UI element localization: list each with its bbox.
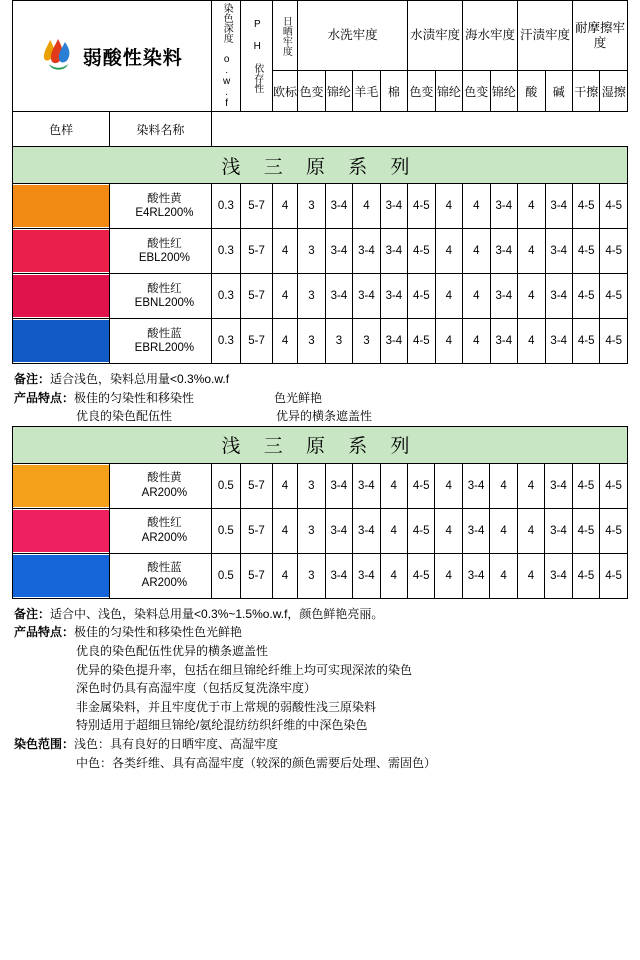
header-sea-group: 海水牢度 [463, 1, 518, 71]
fastness-value: 4 [518, 319, 545, 364]
header-water-nylon: 锦纶 [435, 71, 462, 112]
range-label: 染色范围： [14, 736, 75, 751]
fastness-value: 3-4 [380, 184, 407, 229]
table-row [13, 229, 628, 274]
fastness-value: 4 [463, 274, 490, 319]
fastness-value: 0.3 [211, 184, 241, 229]
fastness-value: 4 [518, 229, 545, 274]
fastness-value: 4 [490, 553, 517, 598]
remark-label-1: 备注： [14, 372, 51, 386]
header-wash-color-change: 色变 [298, 71, 325, 112]
fastness-value: 3-4 [380, 229, 407, 274]
fastness-value: 4-5 [600, 184, 628, 229]
fastness-value: 4 [380, 553, 407, 598]
fastness-value: 3-4 [353, 553, 380, 598]
fastness-value: 4 [272, 463, 297, 508]
fastness-value: 4 [463, 184, 490, 229]
header-rub-group: 耐摩擦牢度 [572, 1, 627, 71]
fastness-value: 3 [298, 184, 325, 229]
fastness-value: 4 [380, 508, 407, 553]
header-water-color-change: 色变 [408, 71, 435, 112]
dye-name: 酸性蓝 EBRL200% [110, 319, 211, 364]
fastness-value: 4 [380, 463, 407, 508]
fastness-value: 3 [325, 319, 352, 364]
feature-2-1: 优良的染色配伍性优异的横条遮盖性 [76, 643, 269, 658]
dye-name: 酸性红 AR200% [110, 508, 211, 553]
fastness-value: 3-4 [490, 274, 517, 319]
fastness-value: 4 [435, 463, 462, 508]
flame-droplet-logo-icon [41, 38, 75, 74]
fastness-value: 4 [463, 319, 490, 364]
fastness-value: 3-4 [353, 463, 380, 508]
feature-1b: 色光鲜艳 [274, 390, 323, 405]
header-name-label: 染料名称 [110, 112, 211, 147]
fastness-value: 4-5 [600, 463, 628, 508]
header-rub-wet: 湿擦 [600, 71, 628, 112]
fastness-value: 4 [272, 508, 297, 553]
fastness-value: 4-5 [572, 319, 599, 364]
fastness-value: 4 [463, 229, 490, 274]
color-swatch [13, 184, 110, 229]
header-sweat-acid: 酸 [518, 71, 545, 112]
feature-line-2 [14, 407, 626, 426]
remark-line-1 [14, 370, 626, 389]
fastness-value: 4-5 [600, 274, 628, 319]
dye-rows-1 [13, 184, 628, 364]
header-ph: P H 依存性 [241, 1, 273, 112]
series-title-1: 浅 三 原 系 列 [13, 147, 628, 184]
feature-line-2-0 [14, 623, 626, 642]
header-wash-nylon: 锦纶 [325, 71, 352, 112]
feature-line-2-3 [14, 679, 626, 698]
fastness-value: 0.3 [211, 319, 241, 364]
feature-label-1: 产品特点： [14, 390, 75, 405]
fastness-value: 3-4 [325, 184, 352, 229]
table-row [13, 508, 628, 553]
dye-name: 酸性红 EBL200% [110, 229, 211, 274]
fastness-value: 3-4 [490, 184, 517, 229]
header-sweat-alkali: 碱 [545, 71, 572, 112]
fastness-value: 3-4 [490, 229, 517, 274]
range-1: 中色：各类纤维、具有高湿牢度（较深的颜色需要后处理、需固色） [76, 755, 437, 770]
dye-name: 酸性蓝 AR200% [110, 553, 211, 598]
header-wash-cotton: 棉 [380, 71, 407, 112]
fastness-value: 3-4 [380, 274, 407, 319]
fastness-value: 3-4 [545, 274, 572, 319]
fastness-value: 4 [435, 184, 462, 229]
fastness-value: 5-7 [241, 508, 273, 553]
fastness-value: 4-5 [572, 508, 599, 553]
fastness-value: 4-5 [600, 553, 628, 598]
fastness-value: 4-5 [572, 463, 599, 508]
fastness-value: 3 [298, 553, 325, 598]
color-swatch [13, 463, 110, 508]
fastness-value: 5-7 [241, 184, 273, 229]
header-water-group: 水渍牢度 [408, 1, 463, 71]
color-swatch [13, 553, 110, 598]
fastness-value: 4 [272, 184, 297, 229]
dye-name: 酸性黄 AR200% [110, 463, 211, 508]
range-line-0 [14, 735, 626, 754]
fastness-value: 5-7 [241, 229, 273, 274]
fastness-value: 4 [490, 508, 517, 553]
header-sea-nylon: 锦纶 [490, 71, 517, 112]
fastness-value: 0.3 [211, 274, 241, 319]
table-row [13, 274, 628, 319]
fastness-value: 4 [518, 184, 545, 229]
feature-2-2: 优异的染色提升率，包括在细旦锦纶纤维上均可实现深浓的染色 [76, 662, 413, 677]
series-title-2: 浅 三 原 系 列 [13, 426, 628, 463]
fastness-value: 5-7 [241, 553, 273, 598]
color-swatch [13, 319, 110, 364]
fastness-value: 3-4 [545, 319, 572, 364]
fastness-value: 4-5 [600, 229, 628, 274]
fastness-value: 4-5 [408, 319, 435, 364]
fastness-value: 3 [298, 274, 325, 319]
fastness-value: 4 [517, 553, 544, 598]
header-wash-group: 水洗牢度 [298, 1, 408, 71]
brand-title: 弱酸性染料 [82, 47, 183, 69]
fastness-value: 3-4 [325, 463, 352, 508]
dye-name: 酸性黄 E4RL200% [110, 184, 211, 229]
header-sweat-group: 汗渍牢度 [518, 1, 573, 71]
table-row [13, 319, 628, 364]
fastness-value: 3-4 [462, 508, 489, 553]
fastness-value: 4 [435, 508, 462, 553]
feature-2-3: 深色时仍具有高湿牢度（包括反复洗涤牢度） [76, 681, 317, 696]
fastness-value: 4 [272, 229, 297, 274]
header-swatch-label: 色样 [13, 112, 110, 147]
fastness-value: 4-5 [407, 508, 434, 553]
fastness-value: 3-4 [545, 553, 572, 598]
fastness-value: 4 [435, 229, 462, 274]
fastness-value: 5-7 [241, 463, 273, 508]
fastness-value: 4 [272, 274, 297, 319]
fastness-value: 3 [353, 319, 380, 364]
fastness-value: 3-4 [353, 508, 380, 553]
fastness-value: 3-4 [325, 553, 352, 598]
header-sun-group: 日晒牢度 [272, 1, 297, 71]
fastness-value: 3 [298, 463, 325, 508]
fastness-value: 4 [435, 274, 462, 319]
table-row [13, 184, 628, 229]
header-label-row [13, 112, 628, 147]
fastness-value: 4 [435, 319, 462, 364]
feature-line-2-1 [14, 642, 626, 661]
fastness-value: 3-4 [490, 319, 517, 364]
fastness-value: 4 [435, 553, 462, 598]
notes-block-1 [14, 370, 626, 426]
fastness-value: 5-7 [241, 319, 273, 364]
feature-2b: 优异的横条遮盖性 [276, 409, 373, 424]
fastness-value: 3-4 [545, 184, 572, 229]
fastness-value: 3-4 [325, 229, 352, 274]
table-header-row-1 [13, 1, 628, 71]
fastness-value: 4 [518, 274, 545, 319]
fastness-value: 3-4 [545, 463, 572, 508]
fastness-value: 4-5 [600, 508, 628, 553]
remark-line-2 [14, 605, 626, 624]
header-wash-wool: 羊毛 [353, 71, 380, 112]
fastness-value: 0.5 [211, 553, 241, 598]
remark-text-1: 适合浅色，染料总用量<0.3%o.w.f [50, 372, 230, 386]
dye-name: 酸性红 EBNL200% [110, 274, 211, 319]
fastness-value: 3-4 [325, 274, 352, 319]
color-swatch [13, 508, 110, 553]
remark-text-2: 适合中、浅色，染料总用量<0.3%~1.5%o.w.f，颜色鲜艳亮丽。 [50, 606, 384, 621]
feature-2a: 优良的染色配伍性 [76, 409, 173, 424]
fastness-value: 3-4 [353, 229, 380, 274]
feature-2-5: 特别适用于超细旦锦纶/氨纶混纺纺织纤维的中深色染色 [76, 718, 368, 733]
feature-2-4: 非金属染料，并且牢度优于市上常规的弱酸性浅三原染料 [76, 699, 377, 714]
series-title-row-2 [13, 426, 628, 463]
fastness-value: 4-5 [572, 274, 599, 319]
fastness-value: 4 [272, 553, 297, 598]
header-sun-sub: 欧标 [272, 71, 297, 112]
fastness-value: 3-4 [545, 508, 572, 553]
fastness-value: 4 [490, 463, 517, 508]
fastness-value: 4 [272, 319, 297, 364]
fastness-value: 4-5 [600, 319, 628, 364]
range-0: 浅色：具有良好的日晒牢度、高湿牢度 [74, 736, 279, 751]
dye-rows-2 [13, 463, 628, 598]
table-row [13, 553, 628, 598]
feature-line-2-2 [14, 661, 626, 680]
fastness-value: 4 [353, 184, 380, 229]
range-line-1 [14, 754, 626, 773]
header-sea-color-change: 色变 [463, 71, 490, 112]
fastness-value: 4-5 [408, 274, 435, 319]
fastness-value: 3-4 [325, 508, 352, 553]
feature-line-1 [14, 389, 626, 408]
fastness-value: 3 [298, 508, 325, 553]
feature-2-0: 极佳的匀染性和移染性色光鲜艳 [74, 625, 243, 640]
fastness-value: 3-4 [545, 229, 572, 274]
fastness-value: 3-4 [462, 463, 489, 508]
feature-label-2: 产品特点： [14, 625, 75, 640]
header-rub-dry: 干擦 [572, 71, 599, 112]
color-swatch [13, 274, 110, 319]
fastness-value: 3-4 [462, 553, 489, 598]
brand-cell [13, 1, 212, 112]
feature-line-2-5 [14, 716, 626, 735]
feature-1a: 极佳的匀染性和移染性 [74, 390, 195, 405]
fastness-value: 4 [517, 463, 544, 508]
remark-label-2: 备注： [14, 606, 51, 621]
fastness-value: 5-7 [241, 274, 273, 319]
fastness-value: 3-4 [353, 274, 380, 319]
color-swatch [13, 229, 110, 274]
header-depth: 染色深度 o.w.f [211, 1, 241, 112]
dye-table-2 [12, 426, 628, 599]
fastness-value: 4 [517, 508, 544, 553]
fastness-value: 4-5 [407, 463, 434, 508]
series-title-row-1 [13, 147, 628, 184]
fastness-value: 0.5 [211, 508, 241, 553]
fastness-value: 3 [298, 229, 325, 274]
fastness-value: 0.3 [211, 229, 241, 274]
fastness-value: 3-4 [380, 319, 407, 364]
fastness-value: 4-5 [572, 229, 599, 274]
feature-line-2-4 [14, 698, 626, 717]
fastness-value: 4-5 [572, 184, 599, 229]
notes-block-2 [14, 605, 626, 772]
dye-table-1 [12, 0, 628, 364]
fastness-value: 4-5 [407, 553, 434, 598]
fastness-value: 0.5 [211, 463, 241, 508]
fastness-value: 3 [298, 319, 325, 364]
fastness-value: 4-5 [572, 553, 599, 598]
fastness-value: 4-5 [408, 229, 435, 274]
table-row [13, 463, 628, 508]
fastness-value: 4-5 [408, 184, 435, 229]
